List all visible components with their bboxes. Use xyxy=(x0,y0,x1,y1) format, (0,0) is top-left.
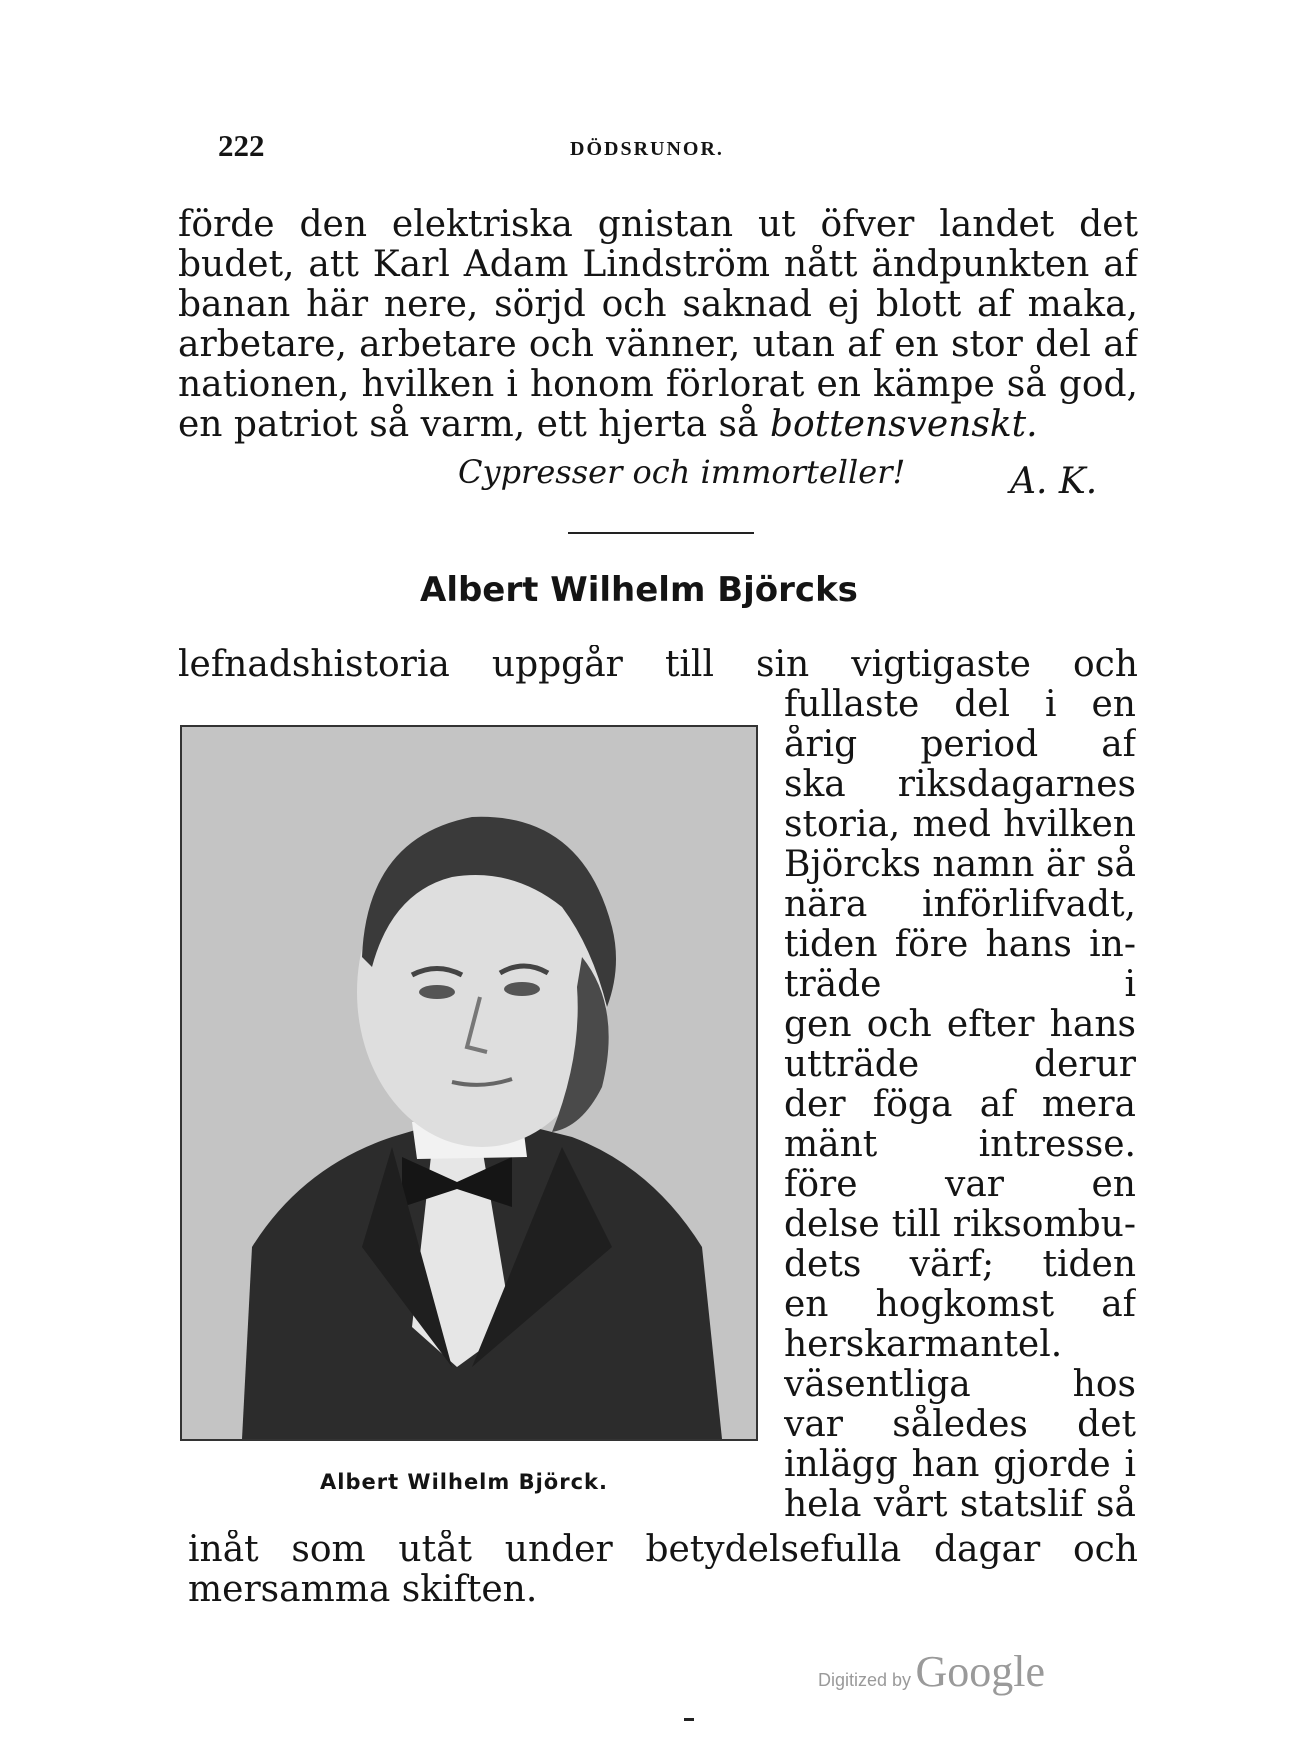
text-line: banan här nere, sörjd och saknad ej blott af maka, xyxy=(178,285,1138,325)
column-line: ska riksdagarnes xyxy=(784,765,1136,805)
column-line: hela vårt statslif så xyxy=(784,1485,1136,1525)
portrait-caption: Albert Wilhelm Björck. xyxy=(320,1470,608,1494)
digitized-watermark xyxy=(818,1646,1045,1697)
page-mark xyxy=(684,1718,694,1721)
portrait-image xyxy=(180,725,758,1441)
column-line: inlägg han gjorde i xyxy=(784,1445,1136,1485)
column-line: före var en xyxy=(784,1165,1136,1205)
text-line: mersamma skiften. xyxy=(188,1569,538,1610)
column-line: var således det xyxy=(784,1405,1136,1445)
text-line: inåt som utåt under betydelsefulla dagar och xyxy=(188,1530,1138,1570)
signature: A. K. xyxy=(1010,461,1098,502)
text-line: förde den elektriska gnistan ut öfver landet det xyxy=(178,205,1138,245)
text-line: nationen, hvilken i honom förlorat en kämpe så god, xyxy=(178,365,1138,405)
google-logo: Google xyxy=(915,1647,1046,1696)
closing-line: Cypresser och immorteller! xyxy=(458,453,906,491)
running-title: DÖDSRUNOR. xyxy=(570,138,724,160)
text-line: budet, att Karl Adam Lindström nått ändpunkten af xyxy=(178,245,1138,285)
column-line: en hogkomst af xyxy=(784,1285,1136,1325)
column-line: herskarmantel. xyxy=(784,1325,1063,1365)
portrait-drawing xyxy=(182,727,756,1439)
section-heading: Albert Wilhelm Björcks xyxy=(420,570,858,610)
column-line: mänt intresse. xyxy=(784,1125,1136,1165)
text-italic: bottensvenskt. xyxy=(769,404,1038,445)
text-line-last xyxy=(178,405,1038,445)
watermark-prefix: Digitized by xyxy=(818,1670,912,1690)
column-line: der föga af mera xyxy=(784,1085,1136,1125)
column-line: gen och efter hans xyxy=(784,1005,1136,1045)
section-divider xyxy=(568,532,754,534)
column-line: träde i xyxy=(784,965,1136,1005)
column-line: väsentliga hos xyxy=(784,1365,1136,1405)
page-number: 222 xyxy=(218,128,265,163)
column-line: Björcks namn är så xyxy=(784,845,1136,885)
column-line: årig period af xyxy=(784,725,1136,765)
column-line: nära införlifvadt, xyxy=(784,885,1136,925)
column-line: fullaste del i en xyxy=(784,685,1136,725)
column-line: tiden före hans in- xyxy=(784,925,1136,965)
column-line: dets värf; tiden xyxy=(784,1245,1136,1285)
column-line: storia, med hvilken xyxy=(784,805,1136,845)
column-line: utträde derur xyxy=(784,1045,1136,1085)
text-line-first: lefnadshistoria uppgår till sin vigtigaste och xyxy=(178,645,1138,685)
column-line: delse till riksombu- xyxy=(784,1205,1136,1245)
text-line: arbetare, arbetare och vänner, utan af en stor del af xyxy=(178,325,1138,365)
text-plain: en patriot så varm, ett hjerta så xyxy=(178,404,770,445)
